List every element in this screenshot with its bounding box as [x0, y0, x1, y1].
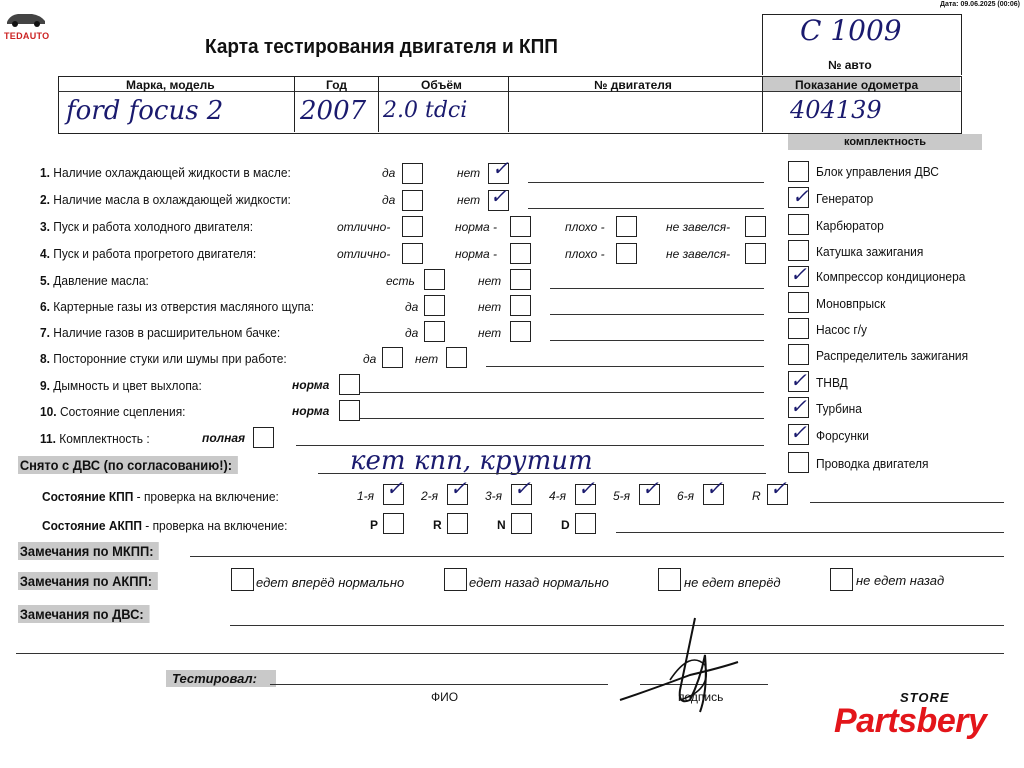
item-4-normal-checkbox[interactable]: [510, 243, 531, 264]
component-checkbox-ps-pump[interactable]: [788, 318, 809, 339]
item-4-opt-normal: норма -: [455, 247, 498, 261]
header-make-model: Марка, модель: [126, 78, 215, 92]
item-2-yes-checkbox[interactable]: [402, 190, 423, 211]
akpp-no-forward-checkbox[interactable]: [658, 568, 681, 591]
component-turbo-mark: ✓: [790, 394, 807, 418]
item-8-opt-no: нет: [415, 352, 439, 366]
component-distributor: Распределитель зажигания: [816, 348, 969, 363]
kpp-gear-4-mark: ✓: [578, 476, 595, 500]
item-2-no-mark: ✓: [490, 184, 507, 208]
kpp-gear-r: R: [752, 489, 761, 503]
remarks-akpp-label: Замечания по АКПП:: [18, 572, 158, 590]
value-volume: 2.0 tdci: [383, 98, 468, 123]
item-7: 7. Наличие газов в расширительном бачке:: [40, 325, 281, 340]
completeness-header: комплектность: [788, 134, 982, 150]
component-ps-pump: Насос г/у: [816, 322, 868, 337]
remarks-mkpp-label: Замечания по МКПП:: [18, 542, 159, 560]
item-1-no-mark: ✓: [492, 156, 509, 180]
item-8-yes-checkbox[interactable]: [382, 347, 403, 368]
item-5-opt-no: нет: [478, 274, 502, 288]
item-3-opt-normal: норма -: [455, 220, 498, 234]
kpp-gear-3-mark: ✓: [514, 476, 531, 500]
sign-label: подпись: [678, 690, 724, 704]
component-ignition-coil: Катушка зажигания: [816, 244, 924, 259]
item-2-opt-no: нет: [457, 193, 481, 207]
tedauto-text: TEDAUTO: [4, 31, 50, 41]
item-1: 1. Наличие охлаждающей жидкости в масле:: [40, 165, 291, 180]
akpp-forward-ok: едет вперёд нормально: [256, 575, 405, 590]
component-ac-compressor: Компрессор кондиционера: [816, 269, 966, 284]
item-1-opt-yes: да: [382, 166, 396, 180]
value-make-model: ford focus 2: [66, 96, 224, 126]
item-9: 9. Дымность и цвет выхлопа:: [40, 378, 202, 393]
brand-store-text: STORE: [900, 690, 950, 705]
item-5: 5. Давление масла:: [40, 273, 149, 288]
kpp-gear-1-mark: ✓: [386, 476, 403, 500]
item-3-nostart-checkbox[interactable]: [745, 216, 766, 237]
component-generator: Генератор: [816, 191, 874, 206]
item-3-excellent-checkbox[interactable]: [402, 216, 423, 237]
item-7-yes-checkbox[interactable]: [424, 321, 445, 342]
item-5-yes-checkbox[interactable]: [424, 269, 445, 290]
kpp-gear-1: 1-я: [357, 489, 375, 503]
kpp-gear-2: 2-я: [421, 489, 439, 503]
akpp-gear-p: P: [370, 518, 379, 532]
item-4: 4. Пуск и работа прогретого двигателя:: [40, 246, 257, 261]
brand-name-text: Partsbery: [834, 702, 987, 740]
akpp-no-backward: не едет назад: [856, 573, 945, 588]
item-6: 6. Картерные газы из отверстия масляного щупа:: [40, 299, 315, 314]
tedauto-logo: [4, 8, 48, 41]
item-4-bad-checkbox[interactable]: [616, 243, 637, 264]
item-6-opt-no: нет: [478, 300, 502, 314]
component-turbo: Турбина: [816, 401, 862, 416]
item-11-full-checkbox[interactable]: [253, 427, 274, 448]
akpp-no-backward-checkbox[interactable]: [830, 568, 853, 591]
kpp-gear-3: 3-я: [485, 489, 503, 503]
item-9-normal-checkbox[interactable]: [339, 374, 360, 395]
item-6-no-checkbox[interactable]: [510, 295, 531, 316]
value-year: 2007: [300, 96, 367, 126]
item-1-yes-checkbox[interactable]: [402, 163, 423, 184]
item-8-opt-yes: да: [363, 352, 377, 366]
kpp-gear-4: 4-я: [549, 489, 567, 503]
item-5-no-checkbox[interactable]: [510, 269, 531, 290]
akpp-gear-d-checkbox[interactable]: [575, 513, 596, 534]
component-monoinjection: Моновпрыск: [816, 296, 886, 311]
item-8: 8. Посторонние стуки или шумы при работе:: [40, 351, 287, 366]
item-4-excellent-checkbox[interactable]: [402, 243, 423, 264]
component-checkbox-distributor[interactable]: [788, 344, 809, 365]
item-7-no-checkbox[interactable]: [510, 321, 531, 342]
remarks-dvs-label: Замечания по ДВС:: [18, 605, 149, 623]
item-10-opt-normal: норма: [292, 404, 330, 418]
partsbery-logo: [834, 690, 1006, 746]
item-3-opt-excellent: отлично-: [337, 220, 391, 234]
component-injection-pump-mark: ✓: [790, 368, 807, 392]
item-11-opt-full: полная: [202, 431, 246, 445]
item-3-opt-bad: плохо -: [565, 220, 605, 234]
header-odometer: Показание одометра: [795, 78, 919, 92]
akpp-backward-ok: едет назад нормально: [469, 575, 609, 590]
date-stamp: Дата: 09.06.2025 (00:06): [939, 1, 1020, 8]
component-wiring: Проводка двигателя: [816, 456, 929, 471]
kpp-gear-6-mark: ✓: [706, 476, 723, 500]
akpp-gear-r: R: [433, 518, 442, 532]
item-2-opt-yes: да: [382, 193, 396, 207]
component-checkbox-carburetor[interactable]: [788, 214, 809, 235]
akpp-gear-n: N: [497, 518, 506, 532]
item-9-opt-normal: норма: [292, 378, 330, 392]
header-year: Год: [326, 78, 347, 92]
removed-value: кет кпп, крутит: [350, 446, 593, 476]
component-ac-compressor-mark: ✓: [790, 262, 807, 286]
akpp-gear-n-checkbox[interactable]: [511, 513, 532, 534]
item-3-normal-checkbox[interactable]: [510, 216, 531, 237]
item-4-nostart-checkbox[interactable]: [745, 243, 766, 264]
akpp-gear-d: D: [561, 518, 570, 532]
akpp-gear-r-checkbox[interactable]: [447, 513, 468, 534]
item-6-opt-yes: да: [405, 300, 419, 314]
auto-number-label: № авто: [828, 58, 872, 72]
header-engine-no: № двигателя: [594, 78, 672, 92]
kpp-label: Состояние КПП - проверка на включение:: [42, 489, 279, 504]
component-carburetor: Карбюратор: [816, 218, 884, 233]
item-10: 10. Состояние сцепления:: [40, 404, 186, 419]
item-1-opt-no: нет: [457, 166, 481, 180]
fio-label: ФИО: [431, 690, 459, 704]
kpp-gear-r-mark: ✓: [770, 476, 787, 500]
component-generator-mark: ✓: [792, 184, 809, 208]
item-4-opt-nostart: не завелся-: [666, 247, 731, 261]
header-volume: Объём: [421, 78, 462, 92]
item-2: 2. Наличие масла в охлаждающей жидкости:: [40, 192, 291, 207]
item-3-opt-nostart: не завелся-: [666, 220, 731, 234]
akpp-backward-ok-checkbox[interactable]: [444, 568, 467, 591]
kpp-gear-5-mark: ✓: [642, 476, 659, 500]
component-injection-pump: ТНВД: [816, 375, 848, 390]
item-7-opt-no: нет: [478, 326, 502, 340]
component-injectors-mark: ✓: [790, 420, 807, 444]
akpp-no-forward: не едет вперёд: [684, 575, 781, 590]
item-3: 3. Пуск и работа холодного двигателя:: [40, 219, 254, 234]
item-7-opt-yes: да: [405, 326, 419, 340]
component-checkbox-ignition-coil[interactable]: [788, 240, 809, 261]
removed-label: Снято с ДВС (по согласованию!):: [18, 456, 238, 474]
item-8-no-checkbox[interactable]: [446, 347, 467, 368]
component-checkbox-monoinjection[interactable]: [788, 292, 809, 313]
item-4-opt-excellent: отлично-: [337, 247, 391, 261]
item-5-opt-yes: есть: [386, 274, 415, 288]
value-odometer: 404139: [790, 96, 882, 124]
component-checkbox-ecu[interactable]: [788, 161, 809, 182]
item-3-bad-checkbox[interactable]: [616, 216, 637, 237]
tested-label: Тестировал:: [166, 670, 276, 687]
kpp-gear-5: 5-я: [613, 489, 631, 503]
item-10-normal-checkbox[interactable]: [339, 400, 360, 421]
item-4-opt-bad: плохо -: [565, 247, 605, 261]
akpp-forward-ok-checkbox[interactable]: [231, 568, 254, 591]
item-6-yes-checkbox[interactable]: [424, 295, 445, 316]
car-icon: [4, 8, 48, 28]
auto-number-value: С 1009: [800, 14, 902, 47]
component-checkbox-wiring[interactable]: [788, 452, 809, 473]
akpp-gear-p-checkbox[interactable]: [383, 513, 404, 534]
item-11: 11. Комплектность :: [40, 431, 150, 446]
component-injectors: Форсунки: [816, 428, 869, 443]
kpp-gear-6: 6-я: [677, 489, 695, 503]
page-title: Карта тестирования двигателя и КПП: [205, 36, 558, 58]
akpp-label: Состояние АКПП - проверка на включение:: [42, 518, 288, 533]
component-ecu: Блок управления ДВС: [816, 164, 939, 179]
kpp-gear-2-mark: ✓: [450, 476, 467, 500]
